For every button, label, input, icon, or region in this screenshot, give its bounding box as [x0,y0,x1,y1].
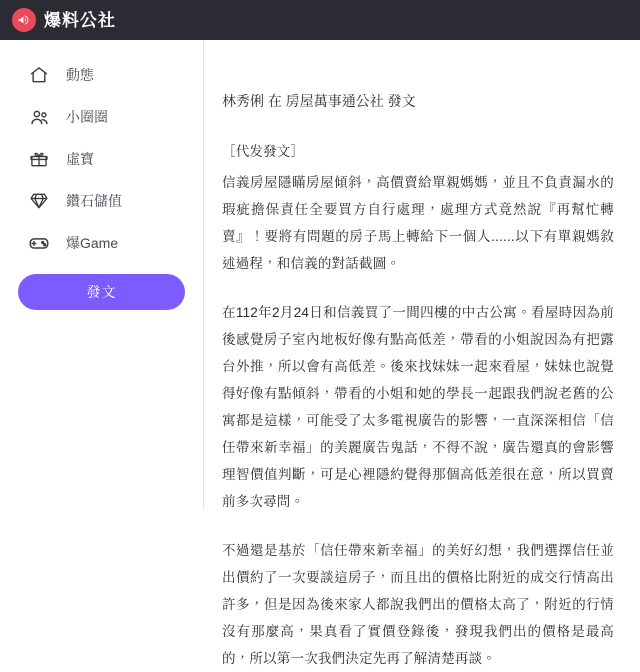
sidebar-item-label: 虛寶 [66,151,94,167]
sidebar-item-label: 爆Game [66,235,119,251]
sidebar-item-circles[interactable] [0,96,203,138]
page-body [0,40,640,666]
sidebar-item-label: 鑽石儲值 [66,193,122,209]
create-post-button[interactable]: 發文 [18,274,185,310]
site-title: 爆料公社 [44,10,116,30]
post-paragraph: 信義房屋隱瞞房屋傾斜，高價賣給單親媽媽，並且不負責漏水的瑕疵擔保責任全要買方自行處理，處理方式竟然說『再幫忙轉賣』！要將有問題的房子馬上轉給下一個人......以下有單親媽敘述過程，和信義的對話截圖。 [222,174,614,271]
sidebar-item-diamond-topup[interactable] [0,180,203,222]
post-paragraph: ［代发發文］ [222,143,305,159]
home-icon [28,64,50,86]
gamepad-icon [28,232,50,254]
group-icon [28,106,50,128]
post-author-line: 林秀俐 在 房屋萬事通公社 發文 [222,93,416,109]
post-paragraph: 不過還是基於「信任帶來新幸福」的美好幻想，我們選擇信任並出價約了一次要談這房子，而且出的價格比附近的成交行情高出許多，但是因為後來家人都說我們出的價格太高了，附近的行情沒有那麼高，果真看了實價登錄後，發現我們出的價格是最高的，所以第一次我們決定先再了解清楚再談。 [222,542,614,666]
post-button-wrap [0,264,203,310]
sidebar-item-game[interactable] [0,222,203,264]
gift-icon [28,148,50,170]
sidebar-item-feed[interactable] [0,54,203,96]
post-content [204,40,640,666]
sidebar-item-virtual-gift[interactable] [0,138,203,180]
sidebar-item-label: 動態 [66,67,94,83]
megaphone-icon [12,8,36,32]
top-bar [0,0,640,40]
post-body [222,138,614,672]
sidebar [0,40,203,509]
diamond-icon [28,190,50,212]
sidebar-item-label: 小圈圈 [66,109,108,125]
post-paragraph: 在112年2月24日和信義買了一間四樓的中古公寓。看屋時因為前後感覺房子室內地板好像有點高低差，帶看的小姐說因為有把露台外推，所以會有高低差。後來找妹妹一起來看屋，妹妹也說覺得好像有點傾斜，帶看的小姐和她的學長一起跟我們說老舊的公寓都是這樣，可能受了太多電視廣告的影響，一直深深相信「信任帶來新幸福」的美麗廣告鬼話，不得不說，廣告還真的會影響理智價值判斷，可是心裡隱約覺得那個高低差很在意，所以買賣前多次尋問。 [222,304,614,509]
